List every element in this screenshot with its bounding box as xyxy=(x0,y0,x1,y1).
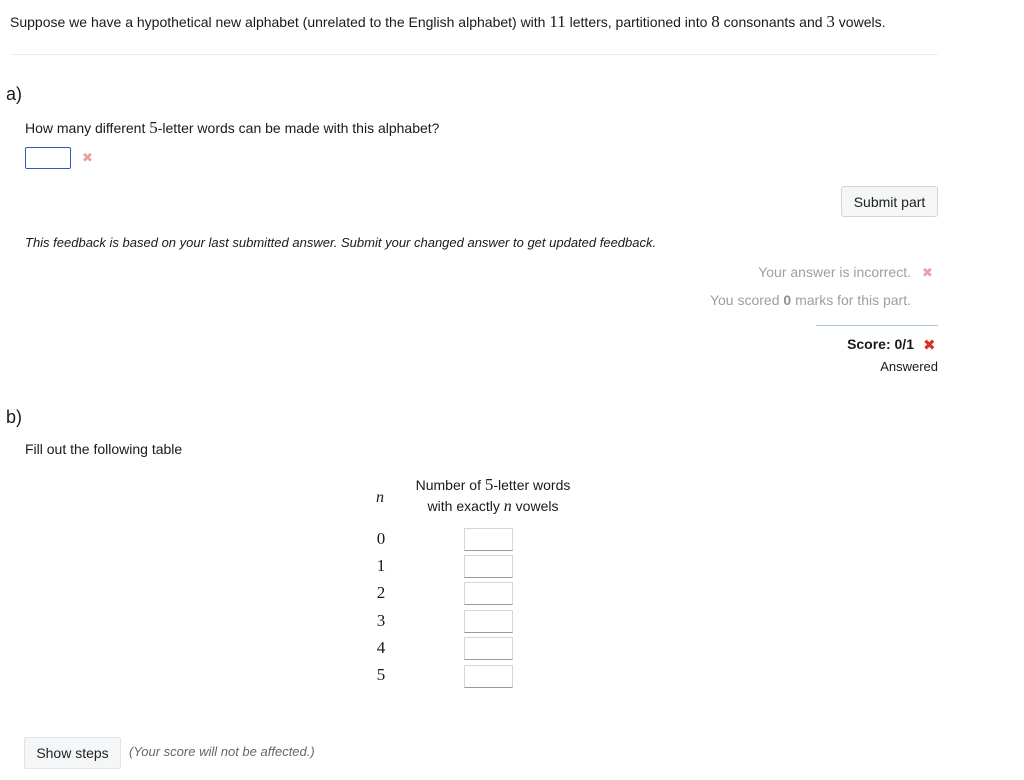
num-consonants: 8 xyxy=(711,12,720,31)
incorrect-cross-icon: ✖ xyxy=(82,150,93,165)
statement-text: consonants and xyxy=(719,14,827,30)
table-cell-input[interactable] xyxy=(464,665,513,688)
header-text: with exactly xyxy=(427,498,504,514)
feedback-divider xyxy=(816,325,938,326)
word-length: 5 xyxy=(149,118,158,137)
table-cell-input[interactable] xyxy=(464,610,513,633)
show-steps-button[interactable]: Show steps xyxy=(24,737,121,769)
prompt-text: How many different xyxy=(25,120,150,136)
part-b-label: b) xyxy=(6,407,23,427)
table-cell-input[interactable] xyxy=(464,555,513,578)
header-text: Number of xyxy=(415,477,485,493)
table-cell-input[interactable] xyxy=(464,582,513,605)
header-variable: n xyxy=(503,498,512,515)
problem-statement xyxy=(10,12,886,32)
table-cell-input[interactable] xyxy=(464,528,513,551)
column-header-n: n xyxy=(376,489,384,506)
column-header-line2 xyxy=(402,496,584,517)
marks-text: marks for this part. xyxy=(791,292,911,308)
header-text: vowels xyxy=(511,498,559,514)
divider xyxy=(10,54,938,55)
header-number: 5 xyxy=(484,475,494,494)
marks-text: You scored xyxy=(709,292,784,308)
statement-text: Suppose we have a hypothetical new alphabet (unrelated to the English alphabet) with xyxy=(10,14,550,30)
row-n-value: 0 xyxy=(376,529,386,548)
statement-text: letters, partitioned into xyxy=(565,14,712,30)
score-cross-icon: ✖ xyxy=(923,337,936,354)
submit-part-button[interactable]: Submit part xyxy=(841,186,938,217)
steps-note: (Your score will not be affected.) xyxy=(129,744,315,759)
incorrect-message: Your answer is incorrect. xyxy=(758,264,911,280)
row-n-value: 5 xyxy=(376,665,386,684)
column-header-words xyxy=(402,474,584,517)
row-n-value: 2 xyxy=(376,583,386,602)
marks-message xyxy=(710,292,911,308)
header-text: -letter words xyxy=(493,477,571,493)
statement-text: vowels. xyxy=(834,14,886,30)
feedback-note: This feedback is based on your last submitted answer. Submit your changed answer to get updated feedback. xyxy=(25,235,657,250)
incorrect-cross-icon: ✖ xyxy=(922,265,933,280)
table-cell-input[interactable] xyxy=(464,637,513,660)
part-a-label: a) xyxy=(6,84,23,104)
prompt-text: -letter words can be made with this alphabet? xyxy=(157,120,440,136)
score-text: Score: 0/1 xyxy=(847,336,914,352)
row-n-value: 3 xyxy=(376,611,386,630)
num-vowels: 3 xyxy=(826,12,835,31)
part-a-answer-input[interactable] xyxy=(25,147,71,169)
num-letters: 11 xyxy=(549,12,566,31)
row-n-value: 1 xyxy=(376,556,386,575)
row-n-value: 4 xyxy=(376,638,386,657)
column-header-line1 xyxy=(402,474,584,496)
answered-status: Answered xyxy=(880,359,938,374)
part-a-prompt xyxy=(25,118,439,138)
marks-value: 0 xyxy=(783,292,792,308)
part-b-prompt: Fill out the following table xyxy=(25,441,183,457)
